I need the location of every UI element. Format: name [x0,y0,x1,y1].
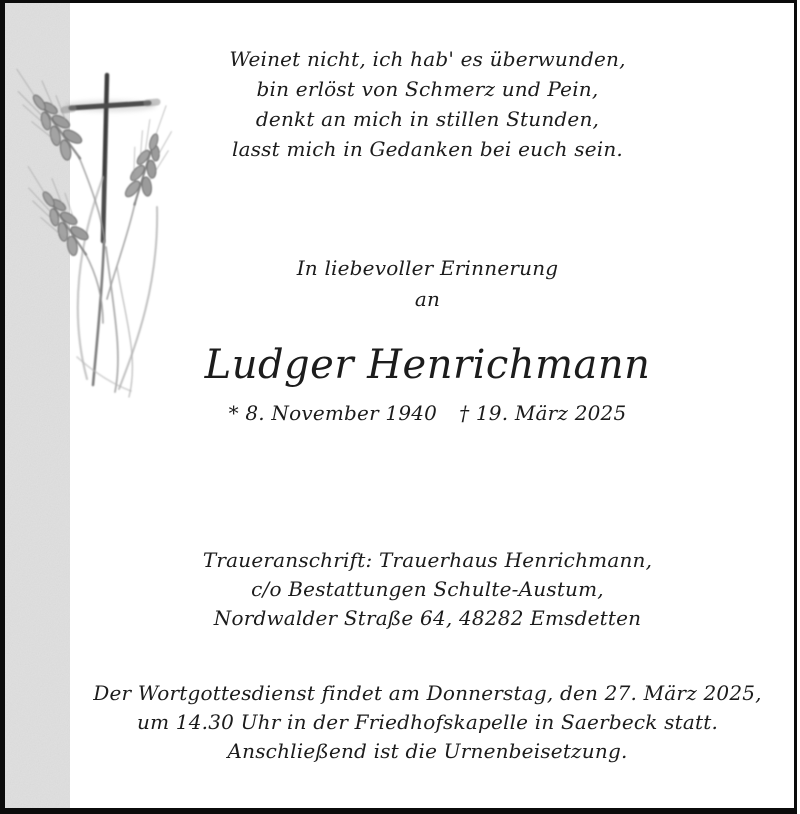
intro-line-1: In liebevoller Erinnerung [296,256,559,280]
service-announcement [61,679,794,766]
address-line-1: Traueranschrift: Trauerhaus Henrichmann, [202,548,653,572]
life-dates [61,400,794,426]
poem-line-2: bin erlöst von Schmerz und Pein, [256,77,599,101]
address-line-3: Nordwalder Straße 64, 48282 Emsdetten [213,606,642,630]
death-date: † 19. März 2025 [459,401,627,425]
card-text-column [61,3,794,808]
poem-line-3: denkt an mich in stillen Stunden, [255,107,600,131]
address-line-2: c/o Bestattungen Schulte-Austum, [251,577,604,601]
poem-line-1: Weinet nicht, ich hab' es überwunden, [229,47,626,71]
service-line-2: um 14.30 Uhr in der Friedhofskapelle in Saerbeck statt. [136,710,719,734]
poem-line-4: lasst mich in Gedanken bei euch sein. [232,137,623,161]
remembrance-intro [61,253,794,315]
service-line-1: Der Wortgottesdienst findet am Donnerstag, den 27. März 2025, [93,681,762,705]
intro-line-2: an [414,287,441,311]
birth-date: * 8. November 1940 [228,401,438,425]
mourning-address [61,546,794,633]
deceased-name: Ludger Henrichmann [204,342,651,388]
service-line-3: Anschließend ist die Urnenbeisetzung. [227,739,628,763]
memorial-poem [61,44,794,164]
